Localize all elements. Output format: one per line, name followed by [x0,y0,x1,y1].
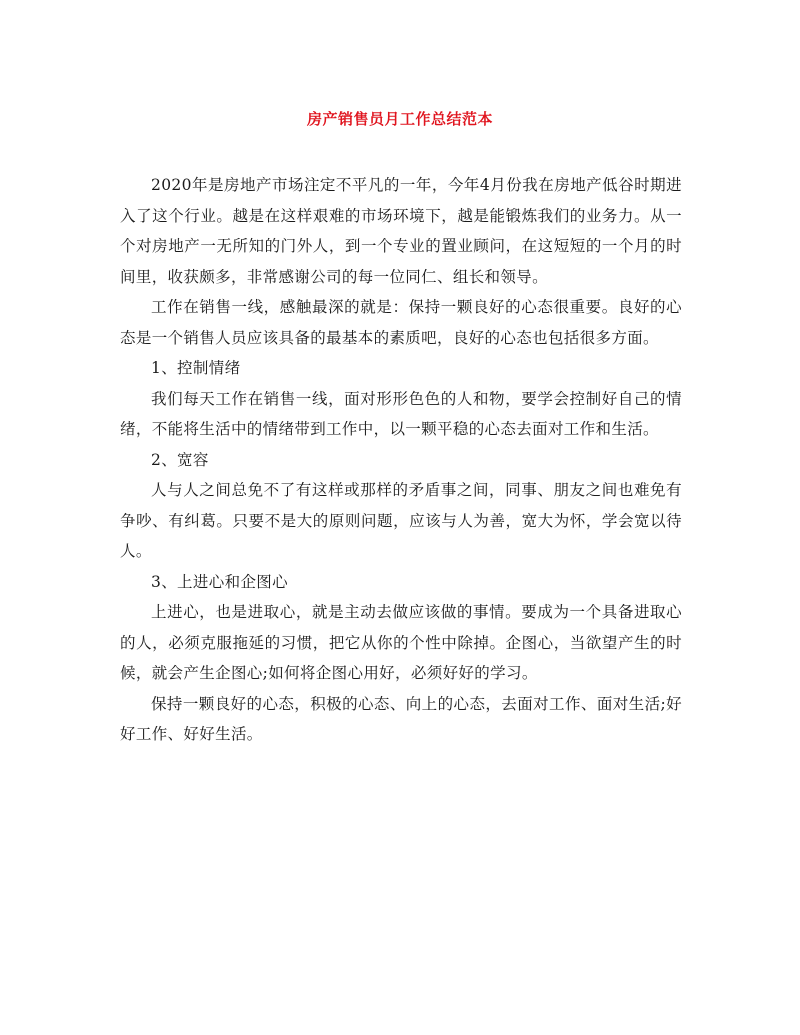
section-heading-ambition: 3、上进心和企图心 [151,572,289,591]
section-heading-tolerance: 2、宽容 [151,450,209,469]
paragraph-emotion-control: 我们每天工作在销售一线，面对形形色色的人和物，要学会控制好自己的情绪，不能将生活中的情绪带到工作中，以一颗平稳的心态去面对工作和生活。 [120,389,682,438]
section-heading-emotion-control: 1、控制情绪 [151,359,241,377]
paragraph-mindset: 工作在销售一线，感触最深的就是：保持一颗良好的心态很重要。良好的心态是一个销售人员应该具备的最基本的素质吧，良好的心态也包括很多方面。 [120,298,682,347]
document-body [120,170,682,750]
paragraph-tolerance: 人与人之间总免不了有这样或那样的矛盾事之间，同事、朋友之间也难免有争吵、有纠葛。只要不是大的原则问题，应该与人为善，宽大为怀，学会宽以待人。 [120,481,682,560]
paragraph-intro: 2020年是房地产市场注定不平凡的一年，今年4月份我在房地产低谷时期进入了这个行业。越是在这样艰难的市场环境下，越是能锻炼我们的业务力。从一个对房地产一无所知的门外人，到一个专业的置业顾问，在这短短的一个月的时间里，收获颇多，非常感谢公司的每一位同仁、组长和领导。 [120,176,682,286]
document-title: 房产销售员月工作总结范本 [306,110,493,128]
paragraph-ambition: 上进心，也是进取心，就是主动去做应该做的事情。要成为一个具备进取心的人，必须克服拖延的习惯，把它从你的个性中除掉。企图心，当欲望产生的时候，就会产生企图心;如何将企图心用好，必须好好的学习。 [120,603,682,682]
paragraph-conclusion: 保持一颗良好的心态，积极的心态、向上的心态，去面对工作、面对生活;好好工作、好好生活。 [120,694,682,743]
